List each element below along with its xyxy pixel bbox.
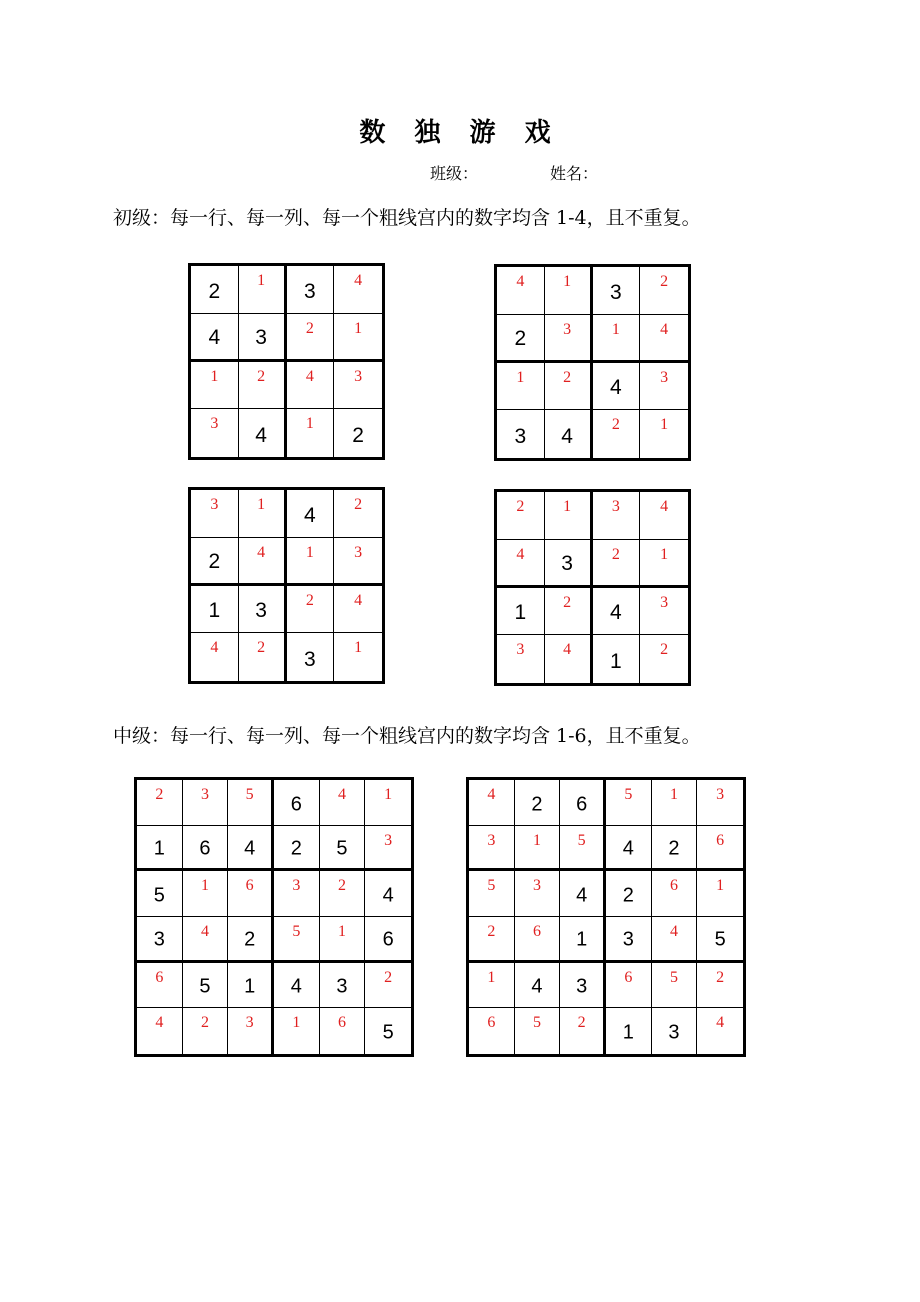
answer-digit: 2	[660, 641, 669, 659]
sudoku-cell[interactable]	[191, 314, 239, 362]
sudoku-cell[interactable]	[545, 588, 593, 636]
sudoku-cell[interactable]	[365, 780, 411, 826]
answer-digit: 2	[305, 319, 314, 337]
sudoku-cell[interactable]	[274, 871, 320, 917]
sudoku-cell[interactable]	[640, 363, 688, 411]
sudoku-cell[interactable]	[606, 1008, 652, 1054]
sudoku-cell[interactable]	[469, 1008, 515, 1054]
sudoku-cell[interactable]	[497, 492, 545, 540]
sudoku-cell[interactable]	[497, 540, 545, 588]
given-digit: 2	[622, 884, 634, 907]
sudoku-cell[interactable]	[640, 267, 688, 315]
given-digit: 4	[255, 423, 267, 447]
sudoku-cell[interactable]	[183, 1008, 229, 1054]
sudoku-cell[interactable]	[274, 826, 320, 872]
sudoku-cell[interactable]	[515, 1008, 561, 1054]
sudoku-cell[interactable]	[469, 917, 515, 963]
sudoku-cell[interactable]	[239, 314, 287, 362]
sudoku-cell[interactable]	[137, 917, 183, 963]
sudoku-cell[interactable]	[287, 409, 335, 457]
sudoku-cell[interactable]	[228, 780, 274, 826]
answer-digit: 3	[611, 498, 620, 515]
sudoku-cell[interactable]	[593, 588, 641, 636]
sudoku-cell[interactable]	[560, 1008, 606, 1054]
given-digit: 4	[610, 376, 622, 400]
given-digit: 5	[714, 928, 726, 951]
answer-digit: 5	[292, 923, 301, 940]
answer-digit: 1	[200, 877, 209, 895]
sudoku-cell[interactable]	[183, 780, 229, 826]
sudoku-cell[interactable]	[287, 266, 335, 314]
given-digit: 3	[304, 279, 316, 303]
sudoku-cell[interactable]	[606, 871, 652, 917]
sudoku-cell[interactable]	[137, 871, 183, 917]
answer-digit: 4	[669, 923, 678, 940]
answer-digit: 2	[563, 368, 572, 386]
sudoku-cell[interactable]	[515, 917, 561, 963]
answer-digit: 4	[210, 639, 219, 657]
answer-digit: 3	[200, 786, 209, 803]
sudoku-cell[interactable]	[515, 871, 561, 917]
answer-digit: 2	[305, 591, 314, 609]
sudoku-cell[interactable]	[287, 633, 335, 681]
answer-digit: 3	[292, 877, 301, 895]
answer-digit: 3	[516, 641, 525, 659]
sudoku-cell[interactable]	[191, 586, 239, 634]
sudoku-cell[interactable]	[228, 871, 274, 917]
answer-digit: 2	[660, 273, 669, 290]
answer-digit: 1	[487, 968, 496, 986]
sudoku-cell[interactable]	[320, 917, 366, 963]
given-digit: 4	[208, 326, 221, 350]
given-digit: 4	[561, 424, 573, 448]
given-digit: 4	[382, 884, 394, 907]
given-digit: 3	[514, 424, 527, 448]
given-digit: 4	[622, 837, 634, 860]
sudoku-cell[interactable]	[334, 586, 382, 634]
sudoku-cell[interactable]	[320, 780, 366, 826]
given-digit: 4	[304, 503, 316, 527]
sudoku-cell[interactable]	[287, 490, 335, 538]
sudoku-cell[interactable]	[137, 963, 183, 1009]
sudoku-cell[interactable]	[640, 410, 688, 458]
answer-digit: 6	[624, 968, 633, 986]
answer-digit: 5	[669, 968, 678, 986]
sudoku-cell[interactable]	[697, 917, 743, 963]
sudoku-cell[interactable]	[365, 917, 411, 963]
sudoku-cell[interactable]	[334, 409, 382, 457]
answer-digit: 6	[716, 831, 725, 849]
given-digit: 2	[352, 423, 364, 447]
given-digit: 3	[576, 975, 588, 998]
given-digit: 3	[622, 928, 634, 951]
answer-digit: 4	[563, 641, 572, 659]
answer-digit: 3	[660, 368, 669, 386]
sudoku-cell[interactable]	[191, 409, 239, 457]
answer-digit: 2	[577, 1014, 586, 1032]
answer-digit: 2	[257, 639, 266, 657]
intermediate-puzzle-2	[466, 777, 746, 1057]
answer-digit: 3	[487, 831, 496, 849]
sudoku-cell[interactable]	[593, 315, 641, 363]
sudoku-cell[interactable]	[274, 780, 320, 826]
sudoku-cell[interactable]	[652, 963, 698, 1009]
answer-digit: 4	[716, 1014, 725, 1032]
sudoku-cell[interactable]	[320, 1008, 366, 1054]
answer-digit: 6	[337, 1014, 346, 1032]
answer-digit: 3	[532, 877, 541, 895]
given-digit: 2	[208, 279, 221, 303]
given-digit: 6	[576, 793, 588, 816]
sudoku-cell[interactable]	[183, 917, 229, 963]
answer-digit: 1	[354, 319, 363, 337]
sudoku-cell[interactable]	[497, 363, 545, 411]
answer-digit: 1	[305, 415, 314, 433]
answer-digit: 1	[563, 498, 572, 515]
sudoku-cell[interactable]	[274, 963, 320, 1009]
beginner-puzzle-4	[494, 489, 691, 686]
answer-digit: 3	[245, 1014, 254, 1032]
answer-digit: 5	[624, 786, 633, 803]
given-digit: 5	[382, 1021, 394, 1044]
answer-digit: 6	[245, 877, 254, 895]
sudoku-cell[interactable]	[334, 633, 382, 681]
sudoku-cell[interactable]	[640, 588, 688, 636]
name-field-label: 姓名：	[550, 164, 599, 183]
answer-digit: 1	[257, 496, 266, 513]
given-digit: 4	[290, 975, 302, 998]
answer-digit: 4	[305, 367, 314, 385]
sudoku-cell[interactable]	[545, 267, 593, 315]
sudoku-cell[interactable]	[497, 267, 545, 315]
sudoku-cell[interactable]	[183, 826, 229, 872]
sudoku-cell[interactable]	[228, 1008, 274, 1054]
sudoku-cell[interactable]	[274, 917, 320, 963]
sudoku-cell[interactable]	[640, 635, 688, 683]
answer-digit: 3	[384, 831, 393, 849]
answer-digit: 4	[257, 543, 266, 561]
answer-digit: 4	[660, 320, 669, 338]
sudoku-cell[interactable]	[560, 963, 606, 1009]
given-digit: 2	[208, 550, 221, 574]
answer-digit: 4	[354, 272, 363, 289]
answer-digit: 4	[516, 545, 525, 563]
given-digit: 2	[514, 327, 527, 351]
answer-digit: 2	[354, 496, 363, 513]
sudoku-cell[interactable]	[652, 780, 698, 826]
beginner-instructions: 初级：每一行、每一列、每一个粗线宫内的数字均含 1-4，且不重复。	[113, 207, 701, 229]
answer-digit: 1	[384, 786, 393, 803]
sudoku-cell[interactable]	[334, 490, 382, 538]
given-digit: 5	[199, 975, 211, 998]
given-digit: 3	[561, 552, 573, 576]
sudoku-cell[interactable]	[515, 780, 561, 826]
answer-digit: 4	[487, 786, 496, 803]
answer-digit: 1	[292, 1014, 301, 1032]
answer-digit: 1	[257, 272, 266, 289]
sudoku-cell[interactable]	[365, 1008, 411, 1054]
sudoku-cell[interactable]	[469, 871, 515, 917]
given-digit: 6	[199, 837, 211, 860]
sudoku-cell[interactable]	[365, 871, 411, 917]
sudoku-cell[interactable]	[191, 538, 239, 586]
sudoku-cell[interactable]	[606, 826, 652, 872]
sudoku-cell[interactable]	[545, 363, 593, 411]
sudoku-cell[interactable]	[593, 635, 641, 683]
sudoku-cell[interactable]	[593, 492, 641, 540]
sudoku-cell[interactable]	[239, 409, 287, 457]
sudoku-cell[interactable]	[191, 490, 239, 538]
answer-digit: 3	[716, 786, 725, 803]
sudoku-cell[interactable]	[239, 538, 287, 586]
sudoku-cell[interactable]	[137, 1008, 183, 1054]
sudoku-cell[interactable]	[497, 588, 545, 636]
sudoku-cell[interactable]	[515, 826, 561, 872]
sudoku-cell[interactable]	[593, 410, 641, 458]
answer-digit: 2	[716, 968, 725, 986]
sudoku-cell[interactable]	[239, 633, 287, 681]
sudoku-cell[interactable]	[191, 633, 239, 681]
sudoku-cell[interactable]	[515, 963, 561, 1009]
given-digit: 6	[382, 928, 394, 951]
sudoku-cell[interactable]	[183, 871, 229, 917]
given-digit: 1	[514, 601, 527, 625]
sudoku-cell[interactable]	[497, 410, 545, 458]
given-digit: 1	[576, 928, 588, 951]
sudoku-cell[interactable]	[228, 963, 274, 1009]
answer-digit: 2	[155, 786, 164, 803]
sudoku-cell[interactable]	[560, 780, 606, 826]
answer-digit: 2	[337, 877, 346, 895]
answer-digit: 5	[487, 877, 496, 895]
sudoku-cell[interactable]	[320, 963, 366, 1009]
answer-digit: 1	[337, 923, 346, 940]
answer-digit: 6	[532, 923, 541, 940]
answer-digit: 1	[305, 543, 314, 561]
given-digit: 6	[290, 793, 302, 816]
sudoku-cell[interactable]	[593, 540, 641, 588]
answer-digit: 5	[245, 786, 254, 803]
beginner-puzzle-2	[494, 264, 691, 461]
sudoku-cell[interactable]	[239, 266, 287, 314]
sudoku-cell[interactable]	[287, 314, 335, 362]
sudoku-cell[interactable]	[560, 826, 606, 872]
answer-digit: 2	[516, 498, 525, 515]
answer-digit: 6	[487, 1014, 496, 1032]
answer-digit: 4	[155, 1014, 164, 1032]
answer-digit: 6	[155, 968, 164, 986]
answer-digit: 3	[563, 320, 572, 338]
sudoku-cell[interactable]	[652, 826, 698, 872]
sudoku-cell[interactable]	[320, 826, 366, 872]
answer-digit: 5	[577, 831, 586, 849]
given-digit: 3	[304, 647, 316, 671]
given-digit: 2	[668, 837, 680, 860]
sudoku-cell[interactable]	[334, 266, 382, 314]
given-digit: 1	[153, 837, 165, 860]
sudoku-cell[interactable]	[652, 871, 698, 917]
sudoku-cell[interactable]	[365, 826, 411, 872]
answer-digit: 2	[257, 367, 266, 385]
answer-digit: 2	[611, 416, 620, 434]
answer-digit: 1	[611, 320, 620, 338]
sudoku-cell[interactable]	[545, 410, 593, 458]
answer-digit: 2	[384, 968, 393, 986]
sudoku-cell[interactable]	[697, 826, 743, 872]
sudoku-cell[interactable]	[239, 586, 287, 634]
answer-digit: 4	[516, 273, 525, 290]
sudoku-cell[interactable]	[191, 266, 239, 314]
sudoku-cell[interactable]	[545, 492, 593, 540]
answer-digit: 3	[660, 593, 669, 611]
given-digit: 4	[610, 601, 622, 625]
sudoku-cell[interactable]	[640, 540, 688, 588]
answer-digit: 2	[487, 923, 496, 940]
sudoku-cell[interactable]	[365, 963, 411, 1009]
given-digit: 2	[290, 837, 302, 860]
answer-digit: 1	[669, 786, 678, 803]
answer-digit: 1	[516, 368, 525, 386]
given-digit: 2	[531, 793, 543, 816]
answer-digit: 4	[200, 923, 209, 940]
given-digit: 1	[244, 975, 256, 998]
given-digit: 3	[255, 326, 267, 350]
given-digit: 5	[153, 884, 165, 907]
given-digit: 4	[244, 837, 256, 860]
sudoku-cell[interactable]	[497, 635, 545, 683]
given-digit: 3	[153, 928, 165, 951]
intermediate-puzzle-1	[134, 777, 414, 1057]
sudoku-cell[interactable]	[593, 267, 641, 315]
sudoku-cell[interactable]	[137, 780, 183, 826]
sudoku-cell[interactable]	[606, 917, 652, 963]
answer-digit: 3	[210, 415, 219, 433]
answer-digit: 2	[563, 593, 572, 611]
given-digit: 1	[622, 1021, 634, 1044]
answer-digit: 2	[200, 1014, 209, 1032]
given-digit: 3	[255, 599, 267, 623]
beginner-puzzle-3	[188, 487, 385, 684]
sudoku-cell[interactable]	[191, 362, 239, 410]
sudoku-cell[interactable]	[497, 315, 545, 363]
given-digit: 1	[208, 599, 221, 623]
answer-digit: 6	[669, 877, 678, 895]
sudoku-cell[interactable]	[228, 917, 274, 963]
sudoku-cell[interactable]	[469, 963, 515, 1009]
answer-digit: 1	[354, 639, 363, 657]
given-digit: 4	[576, 884, 588, 907]
given-digit: 3	[336, 975, 348, 998]
sudoku-cell[interactable]	[287, 538, 335, 586]
given-digit: 1	[610, 649, 622, 673]
beginner-puzzle-1	[188, 263, 385, 460]
sudoku-cell[interactable]	[606, 963, 652, 1009]
sudoku-cell[interactable]	[228, 826, 274, 872]
sudoku-cell[interactable]	[469, 780, 515, 826]
sudoku-cell[interactable]	[545, 315, 593, 363]
answer-digit: 1	[660, 416, 669, 434]
sudoku-cell[interactable]	[545, 540, 593, 588]
answer-digit: 4	[660, 498, 669, 515]
sudoku-cell[interactable]	[287, 362, 335, 410]
sudoku-cell[interactable]	[239, 362, 287, 410]
answer-digit: 3	[354, 367, 363, 385]
sudoku-cell[interactable]	[334, 538, 382, 586]
sudoku-cell[interactable]	[652, 1008, 698, 1054]
answer-digit: 1	[660, 545, 669, 563]
sudoku-cell[interactable]	[287, 586, 335, 634]
answer-digit: 4	[354, 591, 363, 609]
sudoku-cell[interactable]	[560, 871, 606, 917]
sudoku-cell[interactable]	[137, 826, 183, 872]
answer-digit: 1	[716, 877, 725, 895]
intermediate-instructions: 中级：每一行、每一列、每一个粗线宫内的数字均含 1-6，且不重复。	[113, 725, 701, 747]
sudoku-cell[interactable]	[593, 363, 641, 411]
answer-digit: 5	[532, 1014, 541, 1032]
sudoku-cell[interactable]	[545, 635, 593, 683]
sudoku-cell[interactable]	[183, 963, 229, 1009]
sudoku-cell[interactable]	[697, 963, 743, 1009]
answer-digit: 4	[337, 786, 346, 803]
sudoku-cell[interactable]	[469, 826, 515, 872]
sudoku-cell[interactable]	[274, 1008, 320, 1054]
given-digit: 4	[531, 975, 543, 998]
answer-digit: 2	[611, 545, 620, 563]
sudoku-cell[interactable]	[320, 871, 366, 917]
given-digit: 2	[244, 928, 256, 951]
answer-digit: 3	[354, 543, 363, 561]
given-digit: 5	[336, 837, 348, 860]
class-field-label: 班级：	[430, 164, 479, 183]
sudoku-cell[interactable]	[334, 362, 382, 410]
sudoku-cell[interactable]	[697, 1008, 743, 1054]
sudoku-cell[interactable]	[640, 492, 688, 540]
sudoku-cell[interactable]	[334, 314, 382, 362]
page-title: 数 独 游 戏	[359, 118, 561, 148]
sudoku-cell[interactable]	[239, 490, 287, 538]
given-digit: 3	[668, 1021, 680, 1044]
answer-digit: 1	[563, 273, 572, 290]
sudoku-cell[interactable]	[640, 315, 688, 363]
sudoku-cell[interactable]	[697, 871, 743, 917]
sudoku-cell[interactable]	[652, 917, 698, 963]
answer-digit: 1	[532, 831, 541, 849]
answer-digit: 3	[210, 496, 219, 513]
sudoku-cell[interactable]	[606, 780, 652, 826]
sudoku-cell[interactable]	[697, 780, 743, 826]
sudoku-cell[interactable]	[560, 917, 606, 963]
answer-digit: 1	[210, 367, 219, 385]
given-digit: 3	[610, 280, 622, 304]
